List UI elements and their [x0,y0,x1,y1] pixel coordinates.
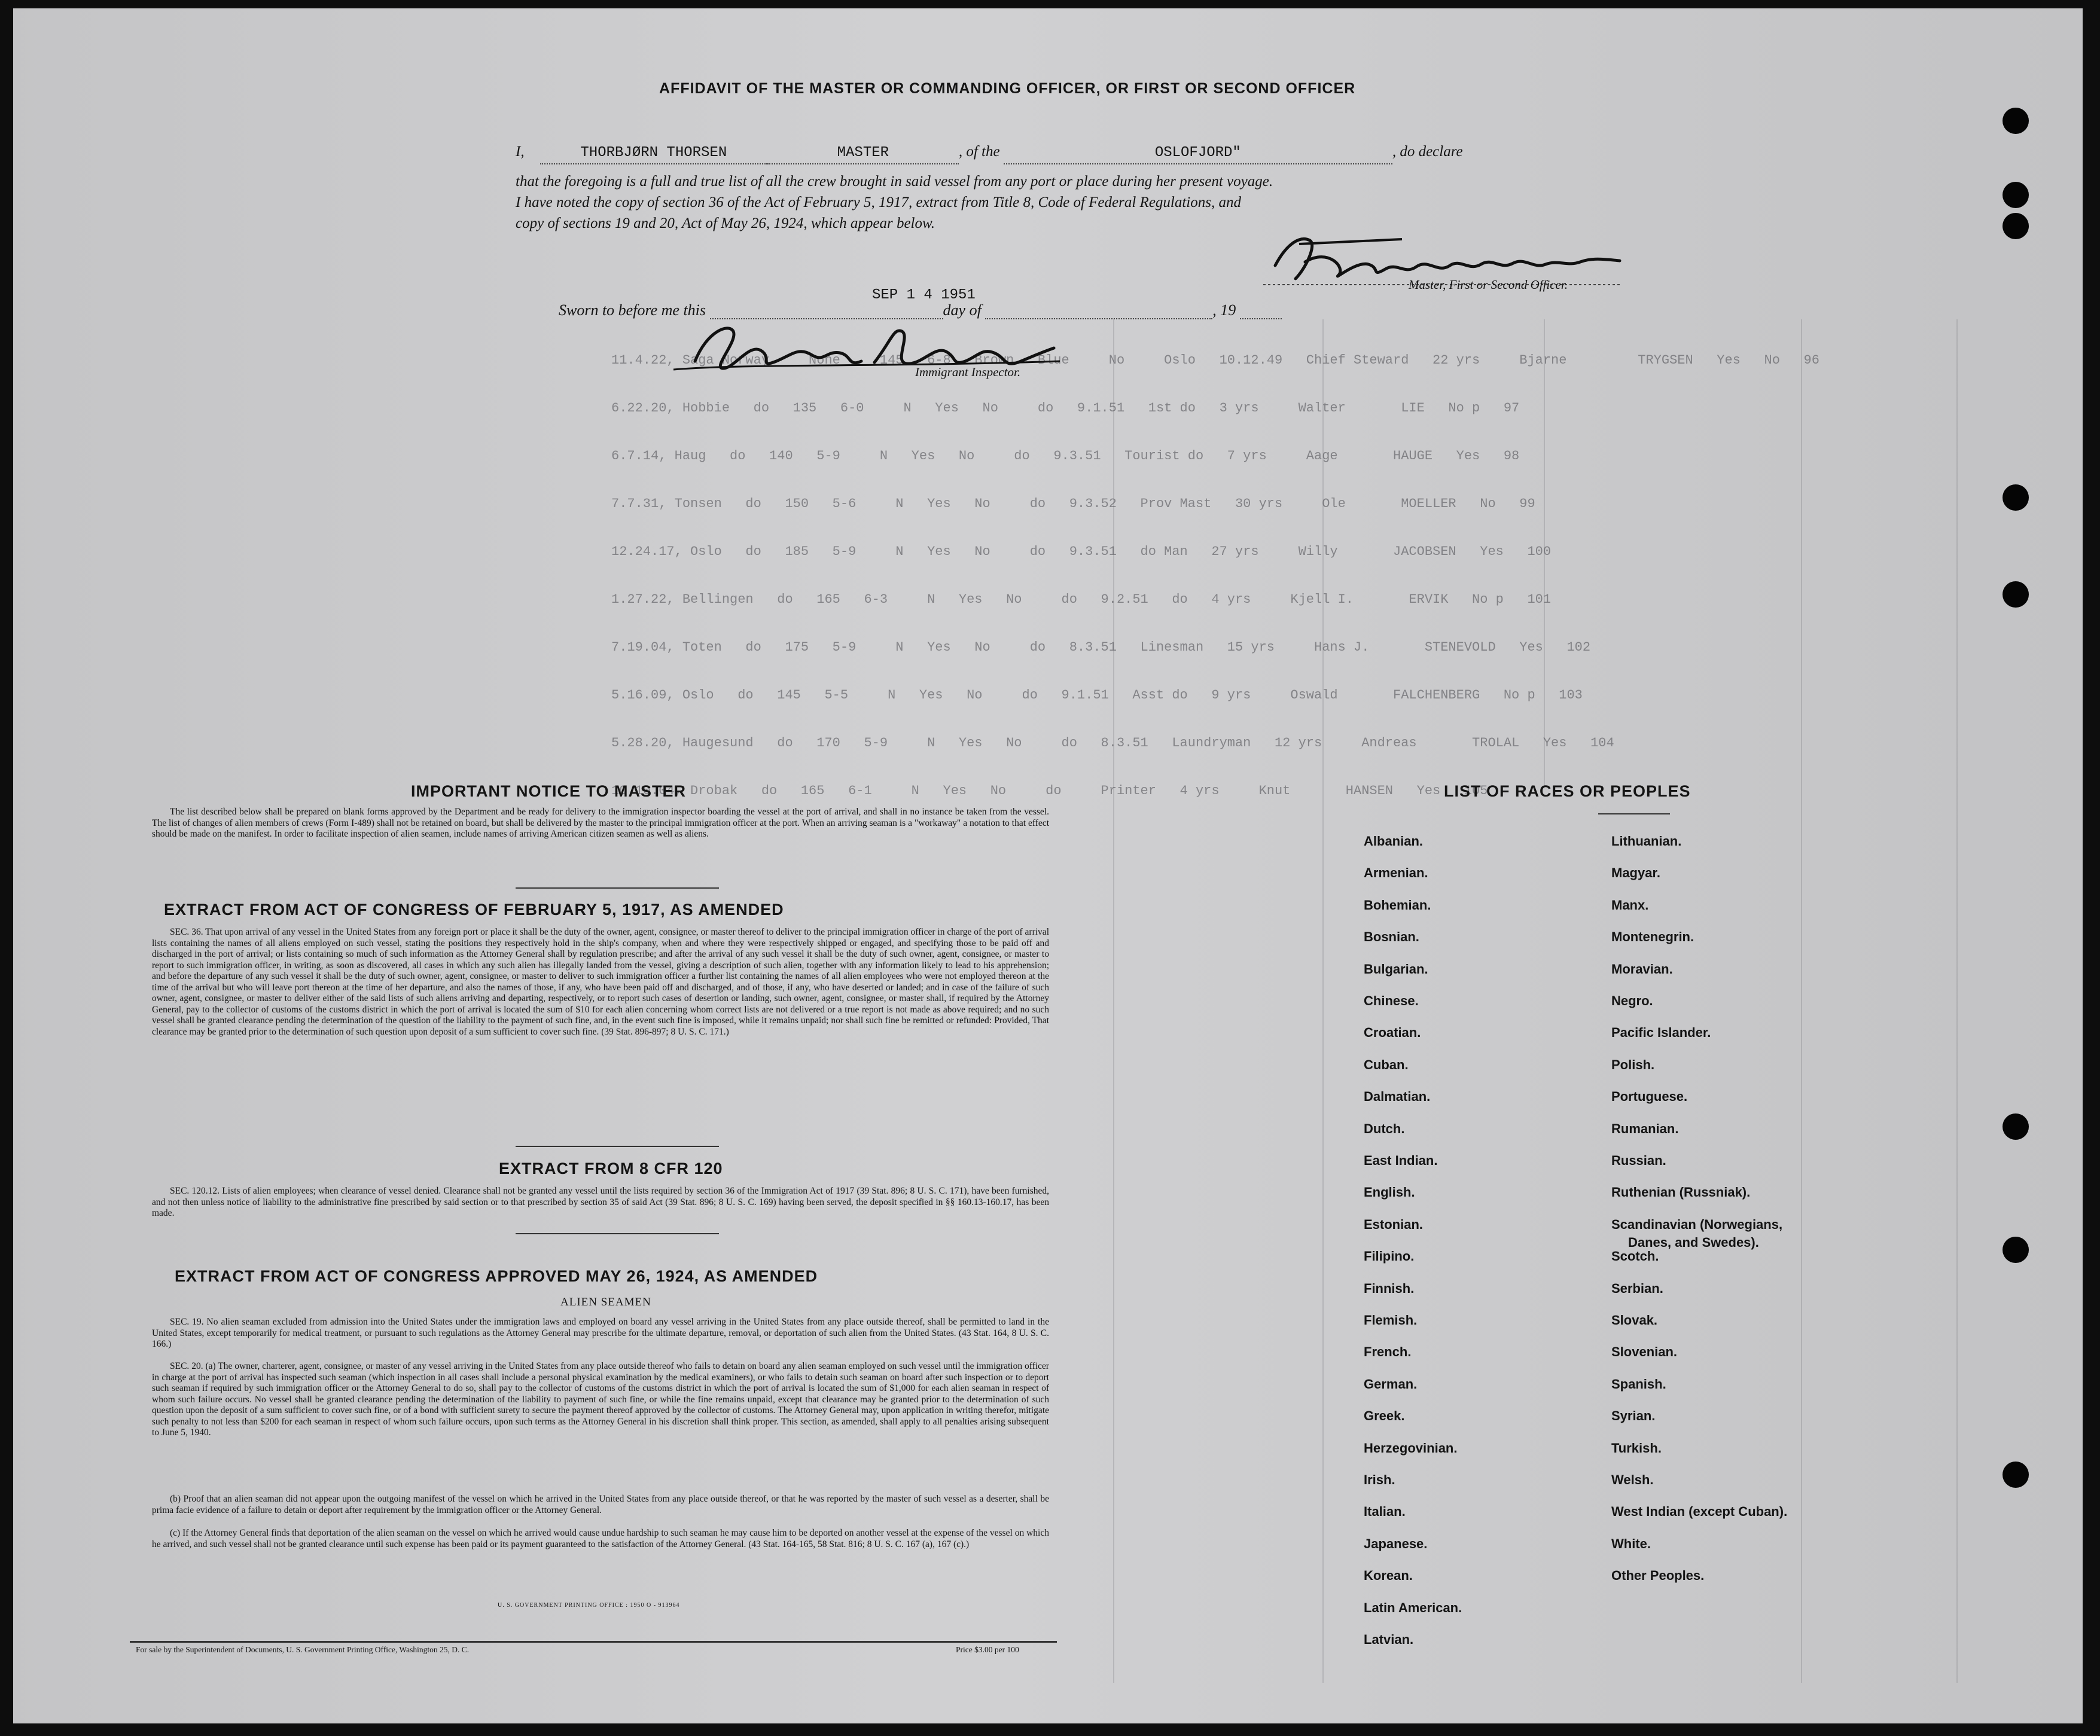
race-item: Welsh. [1611,1472,1654,1487]
bleed-through-table-lines [13,8,2083,1723]
races-title: LIST OF RACES OR PEOPLES [1444,782,1691,800]
race-item: Croatian. [1364,1025,1421,1041]
race-item: Ruthenian (Russniak). [1611,1185,1751,1200]
race-item: Latin American. [1364,1600,1462,1615]
race-item: Cuban. [1364,1057,1409,1072]
race-item: Negro. [1611,993,1653,1008]
race-item: English. [1364,1185,1415,1200]
race-item: Slovenian. [1611,1344,1678,1360]
race-item: East Indian. [1364,1153,1438,1168]
year-blank [1240,303,1282,319]
sworn-line [559,301,1282,319]
race-item: Serbian. [1611,1280,1663,1296]
race-item: Armenian. [1364,865,1428,881]
race-item: German. [1364,1376,1418,1392]
bleed-through-row: 6.22.20, Hobbie do 135 6-0 N Yes No do 9.1.51 1st do 3 yrs Walter LIE No p 97 [611,401,1520,416]
extract-1924-title: EXTRACT FROM ACT OF CONGRESS APPROVED MAY 26, 1924, AS AMENDED [175,1267,818,1285]
extract-1924-subtitle: ALIEN SEAMEN [560,1296,651,1308]
race-item: Greek. [1364,1408,1405,1424]
master-name: THORBJØRN THORSEN [540,142,767,164]
sworn-date-stamp: SEP 1 4 1951 [872,287,976,303]
race-item: White. [1611,1536,1651,1551]
race-item: Rumanian. [1611,1121,1679,1136]
extract-1917-title: EXTRACT FROM ACT OF CONGRESS OF FEBRUARY 5, 1917, AS AMENDED [164,901,784,919]
race-item: Irish. [1364,1472,1395,1487]
race-item: French. [1364,1344,1412,1360]
race-item: Dalmatian. [1364,1089,1431,1105]
month-blank [985,303,1212,319]
race-item: Montenegrin. [1611,929,1694,945]
race-item: Bulgarian. [1364,961,1428,977]
declaration-line-4: copy of sections 19 and 20, Act of May 26, 1924, which appear below. [516,215,935,231]
race-item: Polish. [1611,1057,1655,1072]
race-item: Manx. [1611,897,1649,913]
race-item: Danes, and Swedes). [1628,1234,1759,1250]
races-divider [1598,813,1670,814]
race-item: Pacific Islander. [1611,1025,1711,1041]
race-item: Moravian. [1611,961,1673,977]
extract-1924-sec20c: (c) If the Attorney General finds that deportation of the alien seaman on the vessel on which he arrived would cause undue hardship to such seaman he may cause him to be deported on another vessel at the expense of the vessel on which he arrived, and such vessel shall not be granted clearance until such expense has been paid or its payment guaranteed to the satisfaction of the Attorney General. (43 Stat. 164-165, 58 Stat. 816; 8 U. S. C. 167 (a), 167 (c).) [152,1528,1049,1549]
race-item: Bohemian. [1364,897,1431,913]
race-item: Turkish. [1611,1440,1662,1456]
divider [516,887,719,889]
divider [516,1233,719,1234]
race-item: Spanish. [1611,1376,1666,1392]
year-prefix: , 19 [1212,301,1236,319]
bleed-through-row: 11.4.22, Saga Norway None 145 6-8 Brown Blue No Oslo 10.12.49 Chief Steward 22 yrs Bjarne TRYGSEN Yes No 96 [611,353,1819,368]
document-sheet [13,8,2083,1723]
race-item: West Indian (except Cuban). [1611,1504,1788,1520]
race-item: Russian. [1611,1153,1666,1168]
footer-price: Price $3.00 per 100 [956,1645,1019,1654]
race-item: Japanese. [1364,1536,1428,1551]
race-item: Scandinavian (Norwegians, [1611,1216,1783,1232]
sworn-date-blank [710,303,943,319]
footer-divider [130,1641,1057,1643]
do-declare-text: , do declare [1392,144,1463,160]
race-item: Flemish. [1364,1313,1418,1328]
important-notice-body: The list described below shall be prepared on blank forms approved by the Department and be ready for delivery to the immigration inspector boarding the vessel at the port of arrival, and shall in no instance be taken from the vessel. The list of changes of alien members of crews (Form I-489) shall not be retained on board, but shall be delivered by the master to the principal immigration officer at the port. When an arriving seaman is a "workaway" a notation to that effect should be made on the manifest. In order to facilitate inspection of alien seamen, include names of arriving American citizen seamen as well as aliens. [152,807,1049,839]
race-item: Finnish. [1364,1280,1415,1296]
race-item: Bosnian. [1364,929,1419,945]
declaration-prefix: I, [516,144,525,160]
race-item: Dutch. [1364,1121,1405,1136]
race-item: Portuguese. [1611,1089,1688,1105]
bleed-through-row: 5.28.20, Haugesund do 170 5-9 N Yes No do 8.3.51 Laundryman 12 yrs Andreas TROLAL Yes 104 [611,736,1614,750]
of-the-text: , of the [958,144,1000,160]
extract-1924-sec19: SEC. 19. No alien seaman excluded from admission into the United States under the immigration laws and employed on board any vessel arriving in the United States from any place outside thereof, shall be permitted to land in the United States, except temporarily for medical treatment, or pursuant to such regulations as the Attorney General may prescribe for the ultimate departure, removal, or deportation of such alien from the United States. (43 Stat. 164, 8 U. S. C. 166.) [152,1317,1049,1349]
master-caption: Master, First or Second Officer. [1409,277,1568,292]
extract-cfr-title: EXTRACT FROM 8 CFR 120 [499,1160,723,1177]
bleed-through-row: 7.19.04, Toten do 175 5-9 N Yes No do 8.3.51 Linesman 15 yrs Hans J. STENEVOLD Yes 102 [611,640,1591,655]
declaration-line-1 [516,141,1604,164]
race-item: Albanian. [1364,834,1424,849]
race-item: Syrian. [1611,1408,1656,1424]
extract-cfr-body: SEC. 120.12. Lists of alien employees; when clearance of vessel denied. Clearance shall not be granted any vessel until the lists required by section 36 of the Immigration Act of 1917 (39 Stat. 896; 8 U. S. C. 171), have been furnished, and not then unless notice of liability to the administrative fine prescribed by said section or to that prescribed by section 35 of said Act (39 Stat. 896; 8 U. S. C. 169) having been served, the deposit specified in §§ 160.13-160.17, has been made. [152,1186,1049,1218]
bleed-through-row: 10.10.04, Drobak do 165 6-1 N Yes No do Printer 4 yrs Knut HANSEN Yes 105 [611,783,1488,798]
race-item: Filipino. [1364,1249,1415,1264]
bleed-through-row: 5.16.09, Oslo do 145 5-5 N Yes No do 9.1.51 Asst do 9 yrs Oswald FALCHENBERG No p 103 [611,688,1583,703]
race-item: Korean. [1364,1568,1413,1584]
master-rank: MASTER [767,142,959,164]
race-item: Lithuanian. [1611,834,1682,849]
extract-1924-sec20a: SEC. 20. (a) The owner, charterer, agent, consignee, or master of any vessel arriving in the United States from any place outside thereof who fails to detain on board any alien seaman employed on such vessel until the immigration officer in charge at the port of arrival has inspected such seaman (which inspection in all cases shall include a personal physical examination by the medical examiners), or who fails to detain such seaman on board after such inspection or to deport such seaman if required by such immigration officer or the Attorney General to do so, shall pay to the collector of customs of the customs district in which the port of arrival is located the sum of $1,000 for each alien seaman in respect of whom such failure occurs. No vessel shall be granted clearance pending the determination of the liability to payment of such fine, or while the fine remains unpaid, except that clearance may be granted prior to the determination of such question upon the deposit of a sum sufficient to cover such fine, or of a bond with sufficient surety to secure the payment thereof approved by the collector of customs. The Attorney General may, upon application in writing therefor, mitigate such penalty to not less than $200 for each seaman in respect of whom such failure occurs, upon such terms as the Attorney General in his discretion shall think proper. This section, as amended, shall apply to all penalties arising subsequent to June 5, 1940. [152,1361,1049,1438]
divider [516,1146,719,1147]
declaration-line-2: that the foregoing is a full and true list of all the crew brought in said vessel from any port or place during her present voyage. [516,173,1273,190]
race-item: Latvian. [1364,1632,1414,1647]
race-item: Scotch. [1611,1249,1659,1264]
sworn-text: Sworn to before me this [559,301,706,319]
day-of-text: day of [943,301,982,319]
race-item: Other Peoples. [1611,1568,1705,1584]
vessel-name: OSLOFJORD" [1004,142,1392,164]
extract-1924-sec20b: (b) Proof that an alien seaman did not appear upon the outgoing manifest of the vessel on which he arrived in the United States from any place outside thereof, or that he was reported by the master of such vessel as a deserter, shall be prima facie evidence of a failure to detain or deport after requirement by the immigration officer or the Attorney General. [152,1494,1049,1515]
bleed-through-row: 7.7.31, Tonsen do 150 5-6 N Yes No do 9.3.52 Prov Mast 30 yrs Ole MOELLER No 99 [611,496,1535,511]
footer-sale-note: For sale by the Superintendent of Documents, U. S. Government Printing Office, Washington 25, D. C. [136,1645,470,1654]
race-item: Magyar. [1611,865,1660,881]
important-notice-title: IMPORTANT NOTICE TO MASTER [411,782,686,800]
race-item: Italian. [1364,1504,1406,1520]
race-item: Chinese. [1364,993,1419,1008]
race-item: Estonian. [1364,1216,1424,1232]
extract-1917-body: SEC. 36. That upon arrival of any vessel in the United States from any foreign port or place it shall be the duty of the owner, agent, consignee, or master thereof to deliver to the principal immigration officer in charge of the port of arrival lists containing the names of all aliens employed on such vessel, stating the positions they respectively hold in the ship's company, when and where they were respectively shipped or engaged, and specifying those to be paid off and discharged in the port of arrival; or lists containing so much of such information as the Attorney General shall by regulation prescribe; and after the arrival of any such vessel it shall be the duty of such owner, agent, consignee, or master to report to such immigration officer, in writing, as soon as discovered, all cases in which any such alien has illegally landed from the vessel, giving a description of such alien, together with any information likely to lead to his apprehension; and before the departure of any such vessel it shall be the duty of such owner, agent, consignee, or master to deliver to such immigration officer a further list containing the names of all alien employees who were not employed thereon at the time of the arrival but who will leave port thereon at the time of her departure, and also the names of those, if any, who have been paid off and discharged, and of those, if any, who have deserted or landed; and in case of the failure of such owner, agent, consignee, or master to deliver either of the said lists of such aliens arriving and departing, respectively, or to report such cases of desertion or landing, such owner, agent, consignee, or master shall, if required by the Attorney General, pay to the collector of customs of the customs district in which the port of arrival is located the sum of $10 for each alien concerning whom correct lists are not delivered or a true report is not made as above required; and no such vessel shall be granted clearance pending the determination of the question of the liability to the payment of such fine, and, in the event such fine is imposed, while it remains unpaid; nor shall such fine be remitted or refunded: Provided, That clearance may be granted prior to the determination of such question upon deposit of a sum sufficient to cover such fine. (39 Stat. 896-897; 8 U. S. C. 171.) [152,927,1049,1037]
bleed-through-row: 12.24.17, Oslo do 185 5-9 N Yes No do 9.3.51 do Man 27 yrs Willy JACOBSEN Yes 100 [611,544,1552,559]
printing-office-line: U. S. GOVERNMENT PRINTING OFFICE : 1950 O - 913964 [498,1602,680,1609]
bleed-through-row: 6.7.14, Haug do 140 5-9 N Yes No do 9.3.51 Tourist do 7 yrs Aage HAUGE Yes 98 [611,449,1520,463]
bleed-through-row: 1.27.22, Bellingen do 165 6-3 N Yes No do 9.2.51 do 4 yrs Kjell I. ERVIK No p 101 [611,592,1552,607]
inspector-caption: Immigrant Inspector. [915,365,1021,379]
race-item: Herzegovinian. [1364,1440,1458,1456]
race-item: Slovak. [1611,1313,1658,1328]
affidavit-title: AFFIDAVIT OF THE MASTER OR COMMANDING OFFICER, OR FIRST OR SECOND OFFICER [659,80,1356,97]
declaration-line-3: I have noted the copy of section 36 of the Act of February 5, 1917, extract from Title 8, Code of Federal Regulations, and [516,194,1241,210]
